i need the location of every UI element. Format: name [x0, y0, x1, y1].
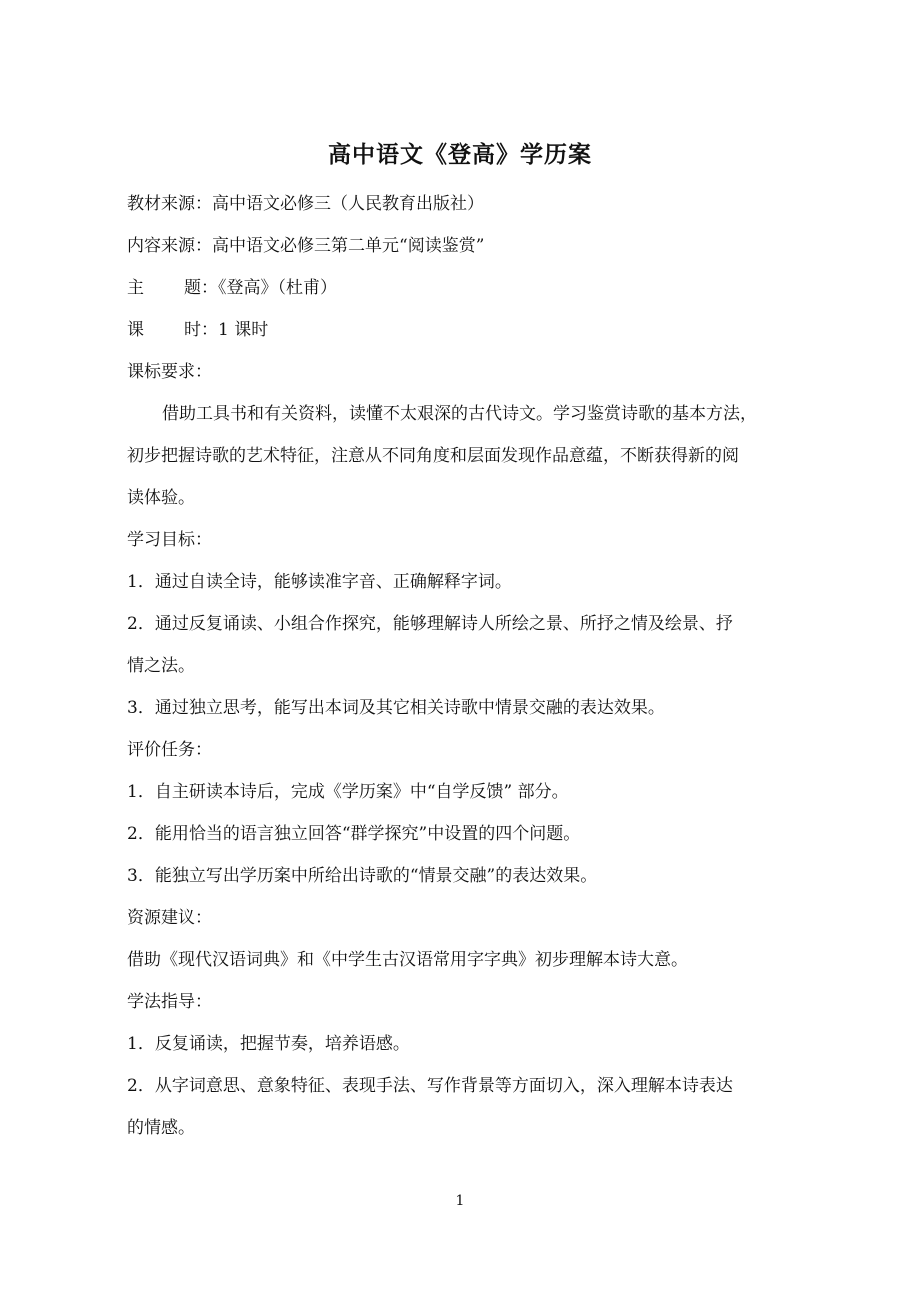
objective-item: 3．通过独立思考，能写出本词及其它相关诗歌中情景交融的表达效果。: [127, 698, 665, 718]
page-number: 1: [455, 1193, 465, 1209]
standards-heading: 课标要求：: [127, 362, 212, 382]
evaluation-item: 3．能独立写出学历案中所给出诗歌的“情景交融”的表达效果。: [127, 866, 598, 886]
evaluation-item: 2．能用恰当的语言独立回答“群学探究”中设置的四个问题。: [127, 824, 581, 844]
class-period-value: 1 课时: [218, 320, 269, 340]
topic-line: [127, 276, 337, 300]
method-item-continuation: 的情感。: [127, 1118, 195, 1138]
objective-item: 2．通过反复诵读、小组合作探究，能够理解诗人所绘之景、所抒之情及绘景、抒: [127, 614, 733, 634]
class-period-line: [127, 318, 268, 342]
topic-label-part-1: 主: [127, 278, 144, 298]
evaluation-heading: 评价任务：: [127, 740, 212, 760]
textbook-source-line: [127, 192, 484, 216]
objective-item: 1．通过自读全诗，能够读准字音、正确解释字词。: [127, 572, 512, 592]
content-source-line: [127, 234, 484, 258]
standards-text-line: 读体验。: [127, 488, 195, 508]
class-period-label-part-1: 课: [127, 320, 144, 340]
evaluation-item: 1．自主研读本诗后，完成《学历案》中“自学反馈” 部分。: [127, 782, 569, 802]
topic-label-part-2: 题：: [184, 278, 218, 298]
standards-text-line: 初步把握诗歌的艺术特征，注意从不同角度和层面发现作品意蕴，不断获得新的阅: [127, 446, 739, 466]
method-item: 2．从字词意思、意象特征、表现手法、写作背景等方面切入，深入理解本诗表达: [127, 1076, 733, 1096]
objective-item-continuation: 情之法。: [127, 656, 195, 676]
method-item: 1．反复诵读，把握节奏，培养语感。: [127, 1034, 410, 1054]
method-heading: 学法指导：: [127, 992, 212, 1012]
class-period-label-part-2: 时：: [184, 320, 218, 340]
document-title: 高中语文《登高》学历案: [328, 141, 592, 168]
textbook-source-label: 教材来源：: [127, 194, 212, 214]
objectives-heading: 学习目标：: [127, 530, 212, 550]
resources-heading: 资源建议：: [127, 908, 212, 928]
content-source-value: 高中语文必修三第二单元“阅读鉴赏”: [212, 236, 485, 256]
content-source-label: 内容来源：: [127, 236, 212, 256]
textbook-source-value: 高中语文必修三（人民教育出版社）: [212, 194, 484, 214]
standards-text-line: 借助工具书和有关资料，读懂不太艰深的古代诗文。学习鉴赏诗歌的基本方法，: [162, 404, 757, 424]
resources-text: 借助《现代汉语词典》和《中学生古汉语常用字字典》初步理解本诗大意。: [127, 950, 688, 970]
topic-value: 《登高》（杜甫）: [218, 278, 337, 298]
